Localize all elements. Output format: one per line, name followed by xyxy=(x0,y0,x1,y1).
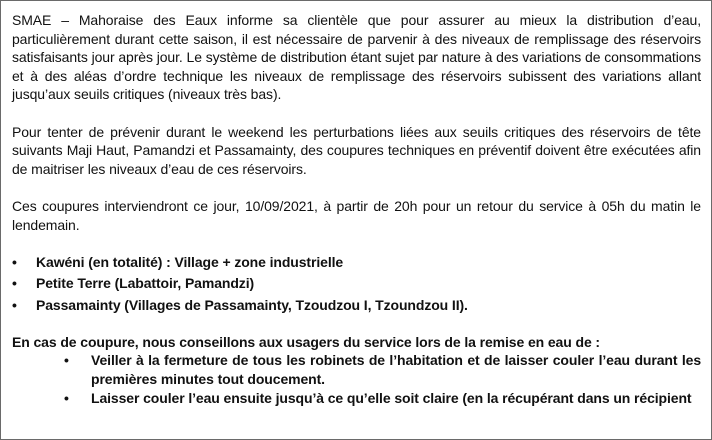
affected-zones-list xyxy=(12,253,701,314)
zone-item-kaweni: • Kawéni (en totalité) : Village + zone industrielle xyxy=(12,253,701,272)
zone-item-passamainty: • Passamainty (Villages de Passamainty, Tzoudzou I, Tzoundzou II). xyxy=(12,296,701,315)
document-body xyxy=(12,11,701,409)
advice-item-close-taps: • Veiller à la fermeture de tous les robinets de l’habitation et de laisser couler l’eau durant les premières minutes tout doucement. xyxy=(64,351,701,388)
schedule-paragraph: Ces coupures interviendront ce jour, 10/09/2021, à partir de 20h pour un retour du service à 05h du matin le lendemain. xyxy=(12,197,701,233)
intro-paragraph: SMAE – Mahoraise des Eaux informe sa clientèle que pour assurer au mieux la distribution d’eau, particulièrement durant cette saison, il est nécessaire de parvenir à des niveaux de remplissage des réservoirs satisfaisants jour après jour. Le système de distribution étant sujet par nature à des variations de consommations et à des aléas d’ordre technique les niveaux de remplissage des réservoirs subissent des variations allant jusqu’aux seuils critiques (niveaux très bas). xyxy=(12,12,701,103)
zone-item-petite-terre: • Petite Terre (Labattoir, Pamandzi) xyxy=(12,274,701,293)
advice-item-run-water: • Laisser couler l’eau ensuite jusqu’à ce qu’elle soit claire (en la récupérant dans un récipient xyxy=(64,389,701,408)
advice-title: En cas de coupure, nous conseillons aux usagers du service lors de la remise en eau de : xyxy=(12,333,600,350)
prevention-paragraph: Pour tenter de prévenir durant le weekend les perturbations liées aux seuils critiques des réservoirs de tête suivants Maji Haut, Pamandzi et Passamainty, des coupures techniques en préventif doivent être exécutées afin de maitriser les niveaux d’eau de ces réservoirs. xyxy=(12,123,701,177)
advice-list xyxy=(12,351,701,408)
